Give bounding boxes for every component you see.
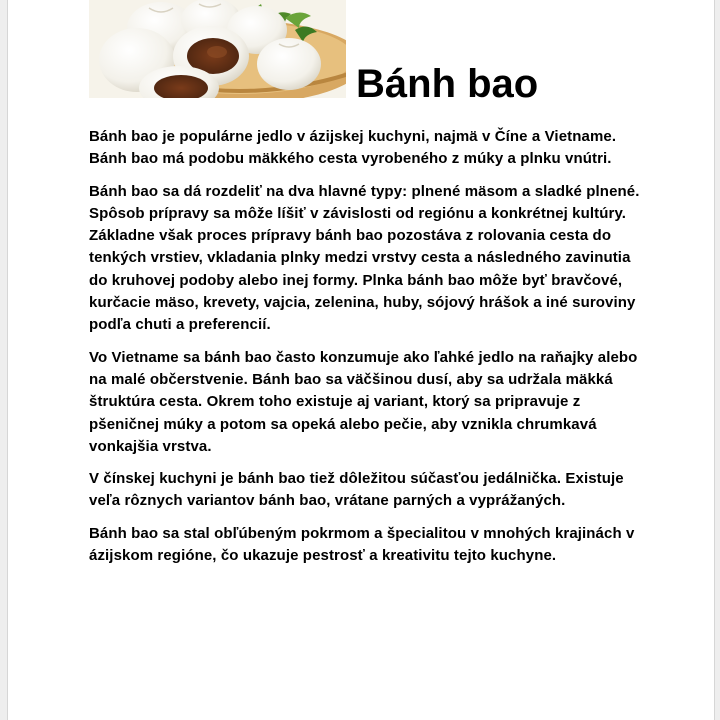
document-title: Bánh bao: [356, 62, 539, 106]
document-page: [8, 0, 714, 720]
banh-bao-photo: [89, 0, 346, 98]
paragraph-conclusion: Bánh bao sa stal obľúbeným pokrmom a špecialitou v mnohých krajinách v ázijskom regióne, čo ukazuje pestrosť a kreativitu tejto kuchyne.: [89, 524, 635, 565]
paragraph-vietnam: Vo Vietname sa bánh bao často konzumuje ako ľahké jedlo na raňajky alebo na malé občerstvenie. Bánh bao sa väčšinou dusí, aby sa udržala mäkká štruktúra cesta. Okrem toho existuje aj variant, ktorý sa pripravuje z pšeničnej múky a potom sa opeká alebo pečie, aby vznikla chrumkavá vonkajšia vrstva.: [89, 348, 638, 455]
document-body: [89, 126, 649, 577]
paragraph-types-preparation: Bánh bao sa dá rozdeliť na dva hlavné typy: plnené mäsom a sladké plnené. Spôsob prípravy sa môže líšiť v závislosti od regiónu a konkrétnej kultúry. Základne však proces prípravy bánh bao pozostáva z rolovania cesta do tenkých vrstiev, vkladania plnky medzi vrstvy cesta a následného zavinutia do kruhovej podoby alebo inej formy. Plnka bánh bao môže byť bravčové, kurčacie mäso, krevety, vajcia, zelenina, huby, sójový hrášok a iné suroviny podľa chuti a preferencií.: [89, 182, 640, 334]
page-edge-left: [0, 0, 8, 720]
paragraph-intro: Bánh bao je populárne jedlo v ázijskej kuchyni, najmä v Číne a Vietname. Bánh bao má podobu mäkkého cesta vyrobeného z múky a plnku vnútri.: [89, 128, 617, 168]
page-edge-right: [714, 0, 720, 720]
paragraph-china: V čínskej kuchyni je bánh bao tiež dôležitou súčasťou jedálnička. Existuje veľa rôznych variantov bánh bao, vrátane parných a vyprážaných.: [89, 470, 624, 510]
